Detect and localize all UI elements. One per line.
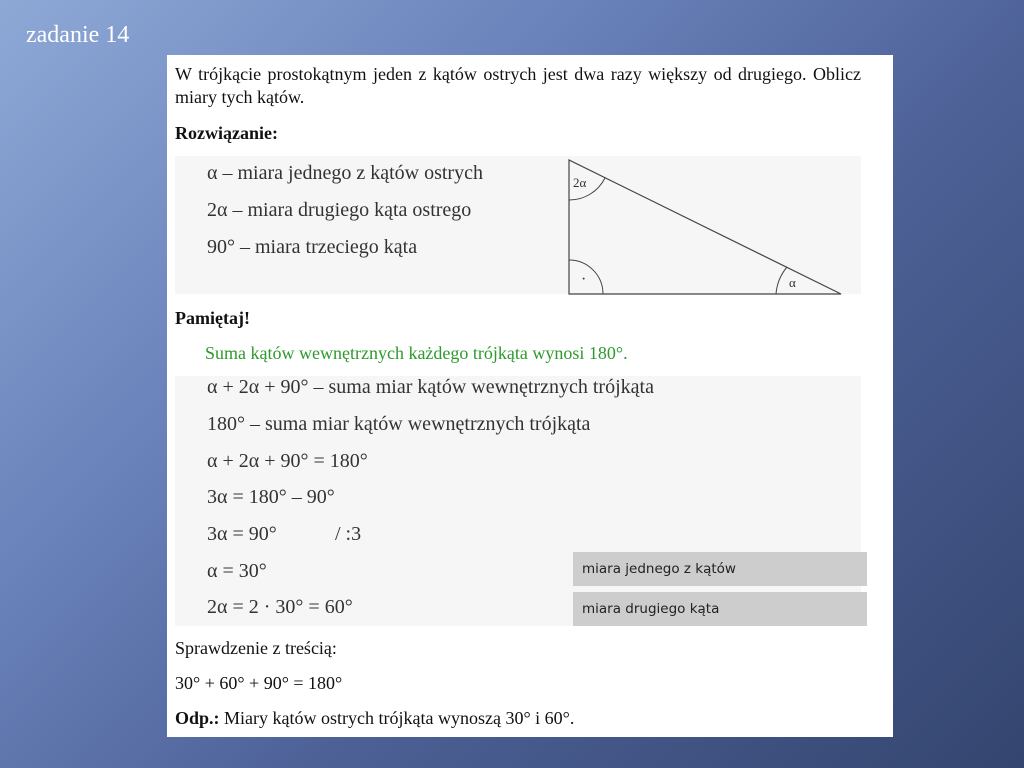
step-line: 3α = 90° [207,523,277,545]
step-line: α + 2α + 90° – suma miar kątów wewnętrznych trójkąta [207,376,654,398]
check-heading: Sprawdzenie z treścią: [175,638,337,658]
step-line: 180° – suma miar kątów wewnętrznych trójkąta [207,413,591,435]
first-angle-label: miara jednego z kątów [573,552,867,586]
bottom-angle-label: α [789,275,796,290]
exercise-card [167,55,893,737]
check-equation: 30° + 60° + 90° = 180° [175,673,343,693]
solution-heading: Rozwiązanie: [175,123,278,143]
top-angle-label: 2α [573,175,587,190]
answer-prefix: Odp.: [175,708,220,728]
definition-item: 90° – miara trzeciego kąta [207,236,418,258]
task-text: W trójkącie prostokątnym jeden z kątów ostrych jest dwa razy większy od drugiego. Oblicz miary tych kątów. [175,64,861,108]
remember-heading: Pamiętaj! [175,308,250,328]
answer-text: Miary kątów ostrych trójkąta wynoszą 30° i 60°. [219,708,575,728]
answer-line [175,707,574,730]
step-line: 2α = 2 · 30° = 60° [207,596,353,618]
slide-title: zadanie 14 [26,22,130,48]
step-line: 3α = 180° – 90° [207,486,335,508]
right-angle-mark: · [581,271,587,288]
remember-text: Suma kątów wewnętrznych każdego trójkąta wynosi 180°. [205,343,628,363]
steps-panel [175,376,861,626]
right-triangle-diagram [559,156,849,296]
definition-item: 2α – miara drugiego kąta ostrego [207,199,472,221]
step-divide-note: / :3 [335,523,362,545]
step-line: α = 30° [207,560,267,582]
definition-item: α – miara jednego z kątów ostrych [207,162,483,184]
step-line: α + 2α + 90° = 180° [207,450,368,472]
second-angle-label: miara drugiego kąta [573,592,867,626]
